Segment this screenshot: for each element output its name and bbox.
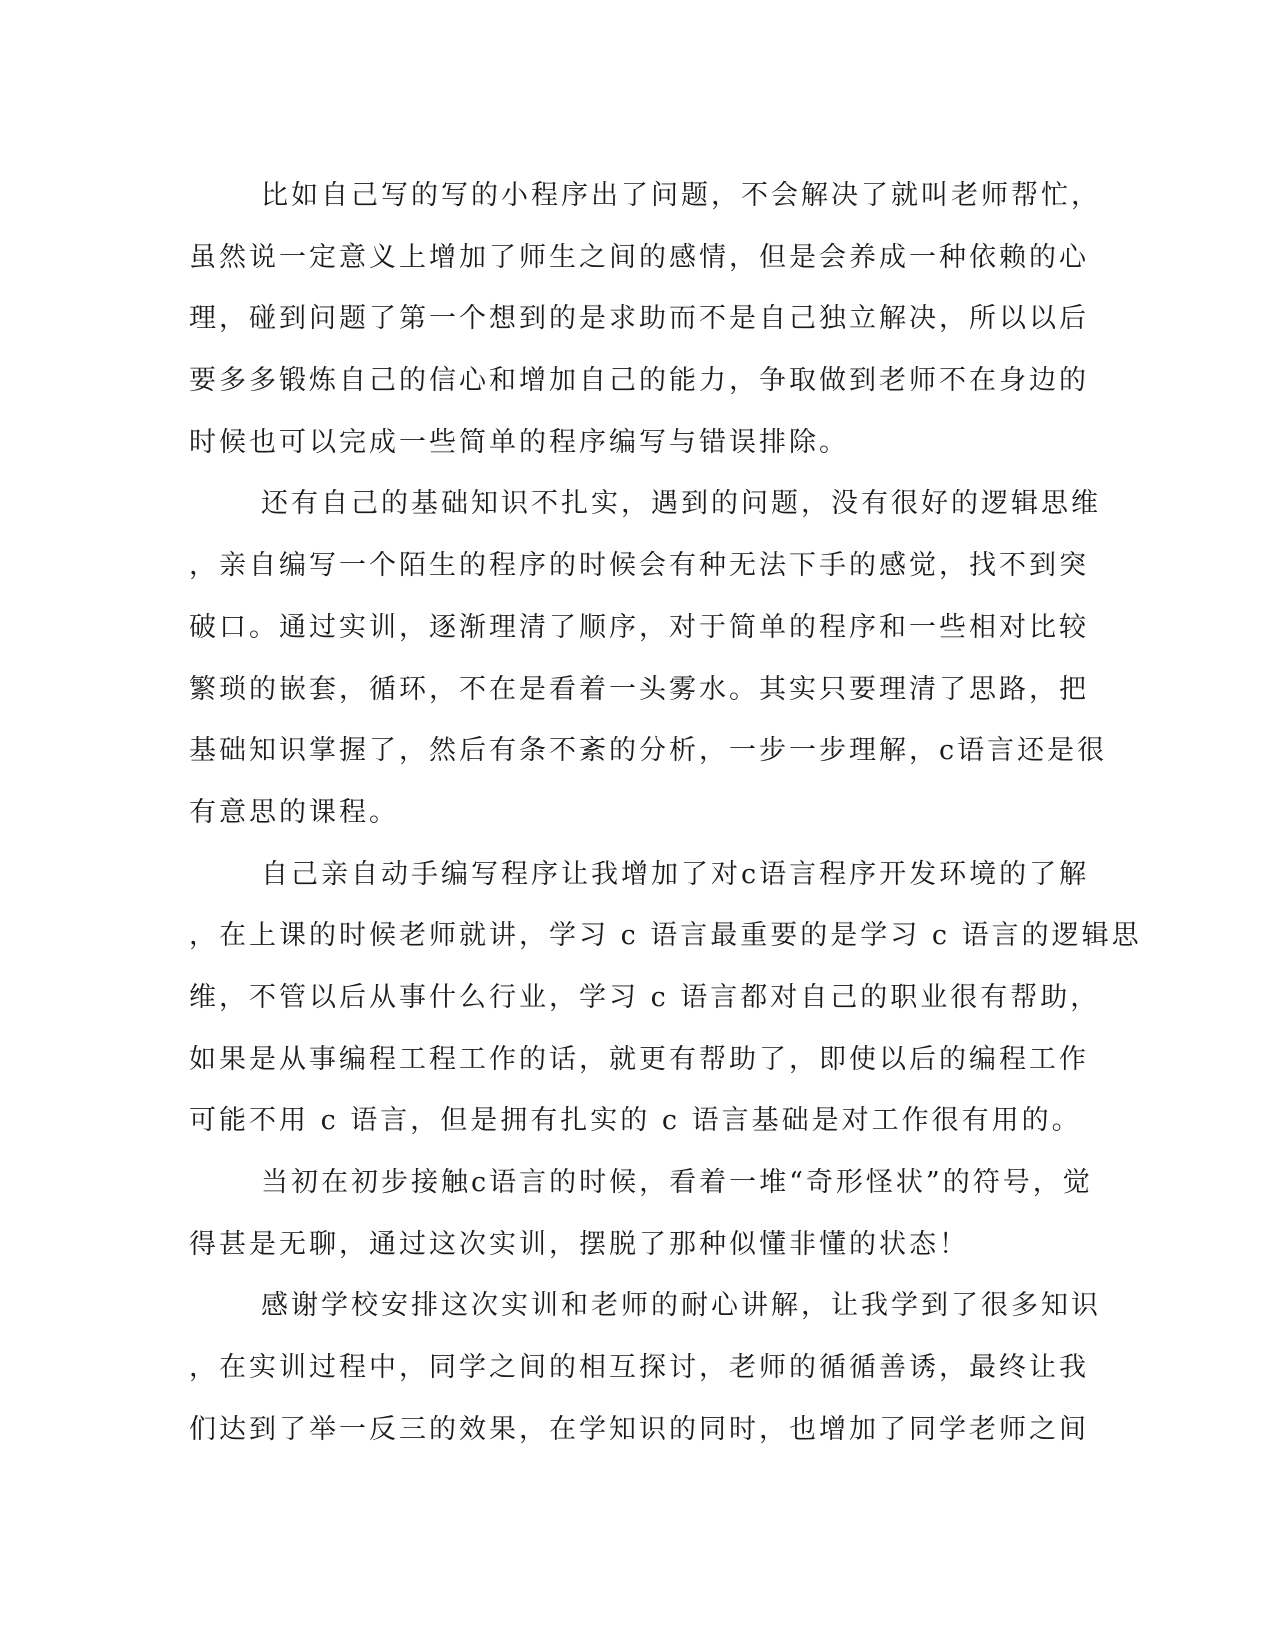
paragraph-4 [189,1152,1093,1275]
paragraph-line: 比如自己写的写的小程序出了问题，不会解决了就叫老师帮忙， [261,180,1101,211]
paragraph-line: 们达到了举一反三的效果，在学知识的同时，也增加了同学老师之间 [189,1413,1089,1445]
paragraph-line: 得甚是无聊，通过这次实训，摆脱了那种似懂非懂的状态！ [189,1228,969,1260]
paragraph-5 [189,1275,1101,1460]
paragraph-line: 破口。通过实训，逐渐理清了顺序，对于简单的程序和一些相对比较 [189,611,1089,643]
paragraph-line: 可能不用 c 语言，但是拥有扎实的 c 语言基础是对工作很有用的。 [189,1105,1082,1137]
paragraph-line: 时候也可以完成一些简单的程序编写与错误排除。 [189,426,849,458]
paragraph-line: 还有自己的基础知识不扎实，遇到的问题，没有很好的逻辑思维 [261,488,1101,520]
paragraph-1 [189,165,1101,473]
paragraph-line: 维，不管以后从事什么行业，学习 c 语言都对自己的职业很有帮助， [189,981,1101,1013]
paragraph-line: ，在实训过程中，同学之间的相互探讨，老师的循循善诱，最终让我 [189,1352,1089,1384]
document-body [189,165,1142,1460]
paragraph-line: 当初在初步接触c语言的时候，看着一堆“奇形怪状”的符号，觉 [261,1167,1093,1198]
paragraph-line: 如果是从事编程工程工作的话，就更有帮助了，即使以后的编程工作 [189,1043,1089,1075]
paragraph-line: ，在上课的时候老师就讲，学习 c 语言最重要的是学习 c 语言的逻辑思 [189,920,1142,952]
paragraph-line: 繁琐的嵌套，循环，不在是看着一头雾水。其实只要理清了思路，把 [189,673,1089,705]
paragraph-line: ，亲自编写一个陌生的程序的时候会有种无法下手的感觉，找不到突 [189,550,1089,582]
paragraph-line: 理，碰到问题了第一个想到的是求助而不是自己独立解决，所以以后 [189,303,1089,335]
paragraph-3 [189,844,1142,1152]
paragraph-line: 自己亲自动手编写程序让我增加了对c语言程序开发环境的了解 [261,858,1090,890]
paragraph-line: 虽然说一定意义上增加了师生之间的感情，但是会养成一种依赖的心 [189,241,1089,273]
paragraph-line: 有意思的课程。 [189,796,399,828]
paragraph-2 [189,473,1108,843]
paragraph-line: 感谢学校安排这次实训和老师的耐心讲解，让我学到了很多知识 [261,1290,1101,1322]
paragraph-line: 要多多锻炼自己的信心和增加自己的能力，争取做到老师不在身边的 [189,365,1089,397]
paragraph-line: 基础知识掌握了，然后有条不紊的分析，一步一步理解，c语言还是很 [189,735,1108,767]
